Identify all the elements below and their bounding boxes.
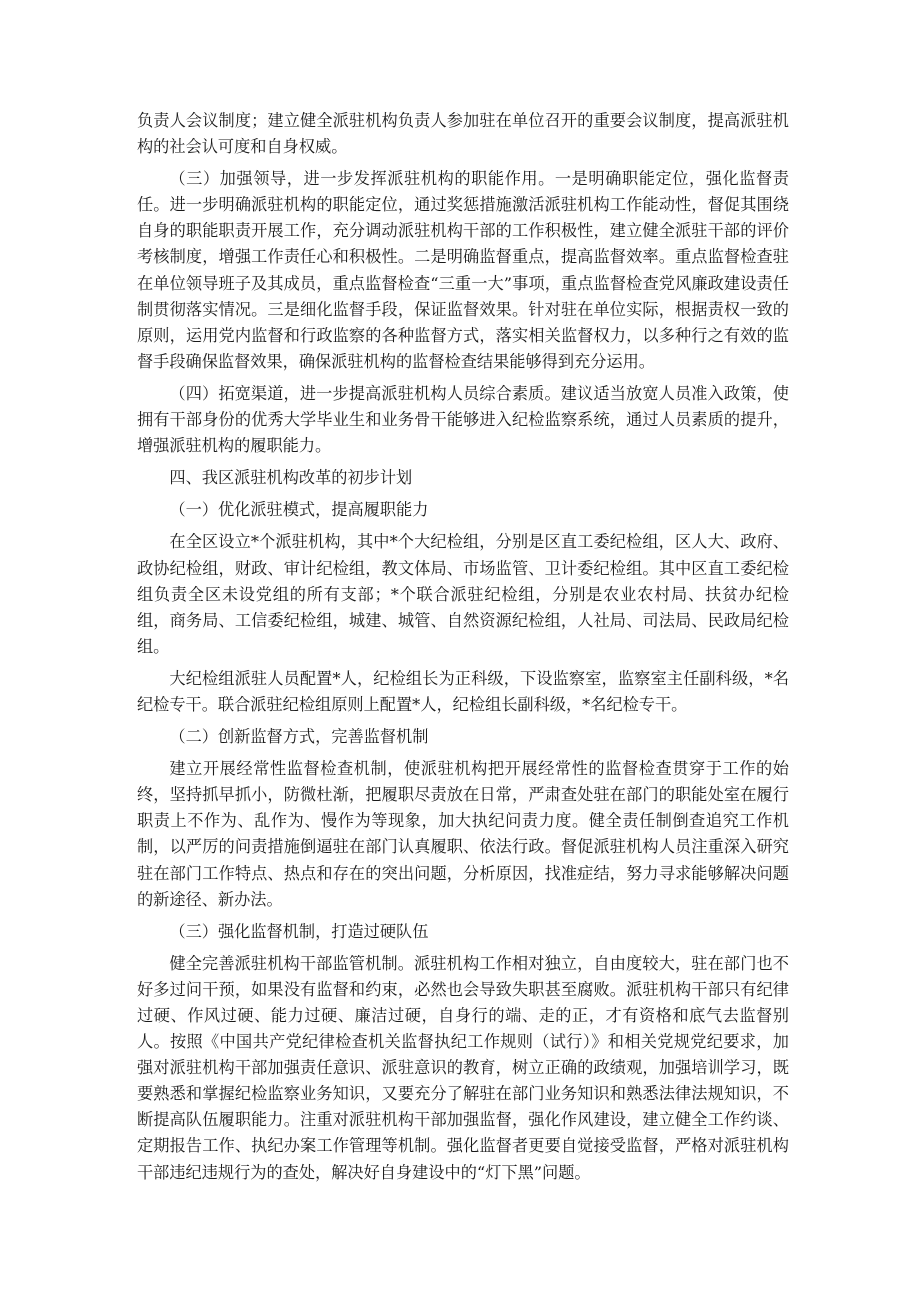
paragraph-broaden-channels: （四）拓宽渠道，进一步提高派驻机构人员综合素质。建议适当放宽人员准入政策，使拥有干部身份的优秀大学毕业生和业务骨干能够进入纪检监察系统，通过人员素质的提升，增强派驻机构的履职能力。 xyxy=(137,383,789,456)
paragraph-staffing: 大纪检组派驻人员配置*人，纪检组长为正科级，下设监察室，监察室主任副科级，*名纪检专干。联合派驻纪检组原则上配置*人，纪检组长副科级，*名纪检专干。 xyxy=(137,668,789,714)
paragraph-strengthen-leadership: （三）加强领导，进一步发挥派驻机构的职能作用。一是明确职能定位，强化监督责任。进一步明确派驻机构的职能定位，通过奖惩措施激活派驻机构工作能动性，督促其围绕自身的职能职责开展工作，充分调动派驻机构干部的工作积极性，建立健全派驻干部的评价考核制度，增强工作责任心和积极性。二是明确监督重点，提高监督效率。重点监督检查驻在单位领导班子及其成员，重点监督检查“三重一大”事项，重点监督检查党风廉政建设责任制贯彻落实情况。三是细化监督手段，保证监督效果。针对驻在单位实际，根据责权一致的原则，运用党内监督和行政监察的各种监督方式，落实相关监督权力，以多种行之有效的监督手段确保监督效果，确保派驻机构的监督检查结果能够得到充分运用。 xyxy=(137,169,789,371)
paragraph-cadre-supervision: 健全完善派驻机构干部监管机制。派驻机构工作相对独立，自由度较大，驻在部门也不好多过问干预，如果没有监督和约束，必然也会导致失职甚至腐败。派驻机构干部只有纪律过硬、作风过硬、能力过硬、廉洁过硬，自身行的端、走的正，才有资格和底气去监督别人。按照《中国共产党纪律检查机关监督执纪工作规则（试行）》和相关党规党纪要求，加强对派驻机构干部加强责任意识、派驻意识的教育，树立正确的政绩观，加强培训学习，既要熟悉和掌握纪检监察业务知识，又要充分了解驻在部门业务知识和熟悉法律法规知识，不断提高队伍履职能力。注重对派驻机构干部加强监督，强化作风建设，建立健全工作约谈、定期报告工作、执纪办案工作管理等机制。强化监督者更要自觉接受监督，严格对派驻机构干部违纪违规行为的查处，解决好自身建设中的“灯下黑”问题。 xyxy=(137,953,789,1182)
subsection-heading-innovate: （二）创新监督方式，完善监督机制 xyxy=(169,727,429,747)
subsection-heading-optimize: （一）优化派驻模式，提高履职能力 xyxy=(169,500,429,520)
subsection-heading-strengthen-team: （三）强化监督机制，打造过硬队伍 xyxy=(169,921,429,941)
paragraph-regular-supervision: 建立开展经常性监督检查机制，使派驻机构把开展经常性的监督检查贯穿于工作的始终，坚持抓早抓小，防微杜渐，把履职尽责放在日常，严肃查处驻在部门的职能处室在履行职责上不作为、乱作为、慢作为等现象，加大执纪问责力度。健全责任制倒查追究工作机制，以严厉的问责措施倒逼驻在部门认真履职、依法行政。督促派驻机构人员注重深入研究驻在部门工作特点、热点和存在的突出问题，分析原因，找准症结，努力寻求能够解决问题的新途径、新办法。 xyxy=(137,759,789,909)
paragraph-establish-agencies: 在全区设立*个派驻机构，其中*个大纪检组，分别是区直工委纪检组，区人大、政府、政协纪检组，财政、审计纪检组，教文体局、市场监管、卫计委纪检组。其中区直工委纪检组负责全区未设党组的所有支部；*个联合派驻纪检组，分别是农业农村局、扶贫办纪检组，商务局、工信委纪检组，城建、城管、自然资源纪检组，人社局、司法局、民政局纪检组。 xyxy=(137,532,789,656)
section-heading-reform-plan: 四、我区派驻机构改革的初步计划 xyxy=(169,468,413,488)
paragraph-continuation: 负责人会议制度；建立健全派驻机构负责人参加驻在单位召开的重要会议制度，提高派驻机构的社会认可度和自身权威。 xyxy=(137,111,789,157)
document-page xyxy=(137,108,789,1192)
